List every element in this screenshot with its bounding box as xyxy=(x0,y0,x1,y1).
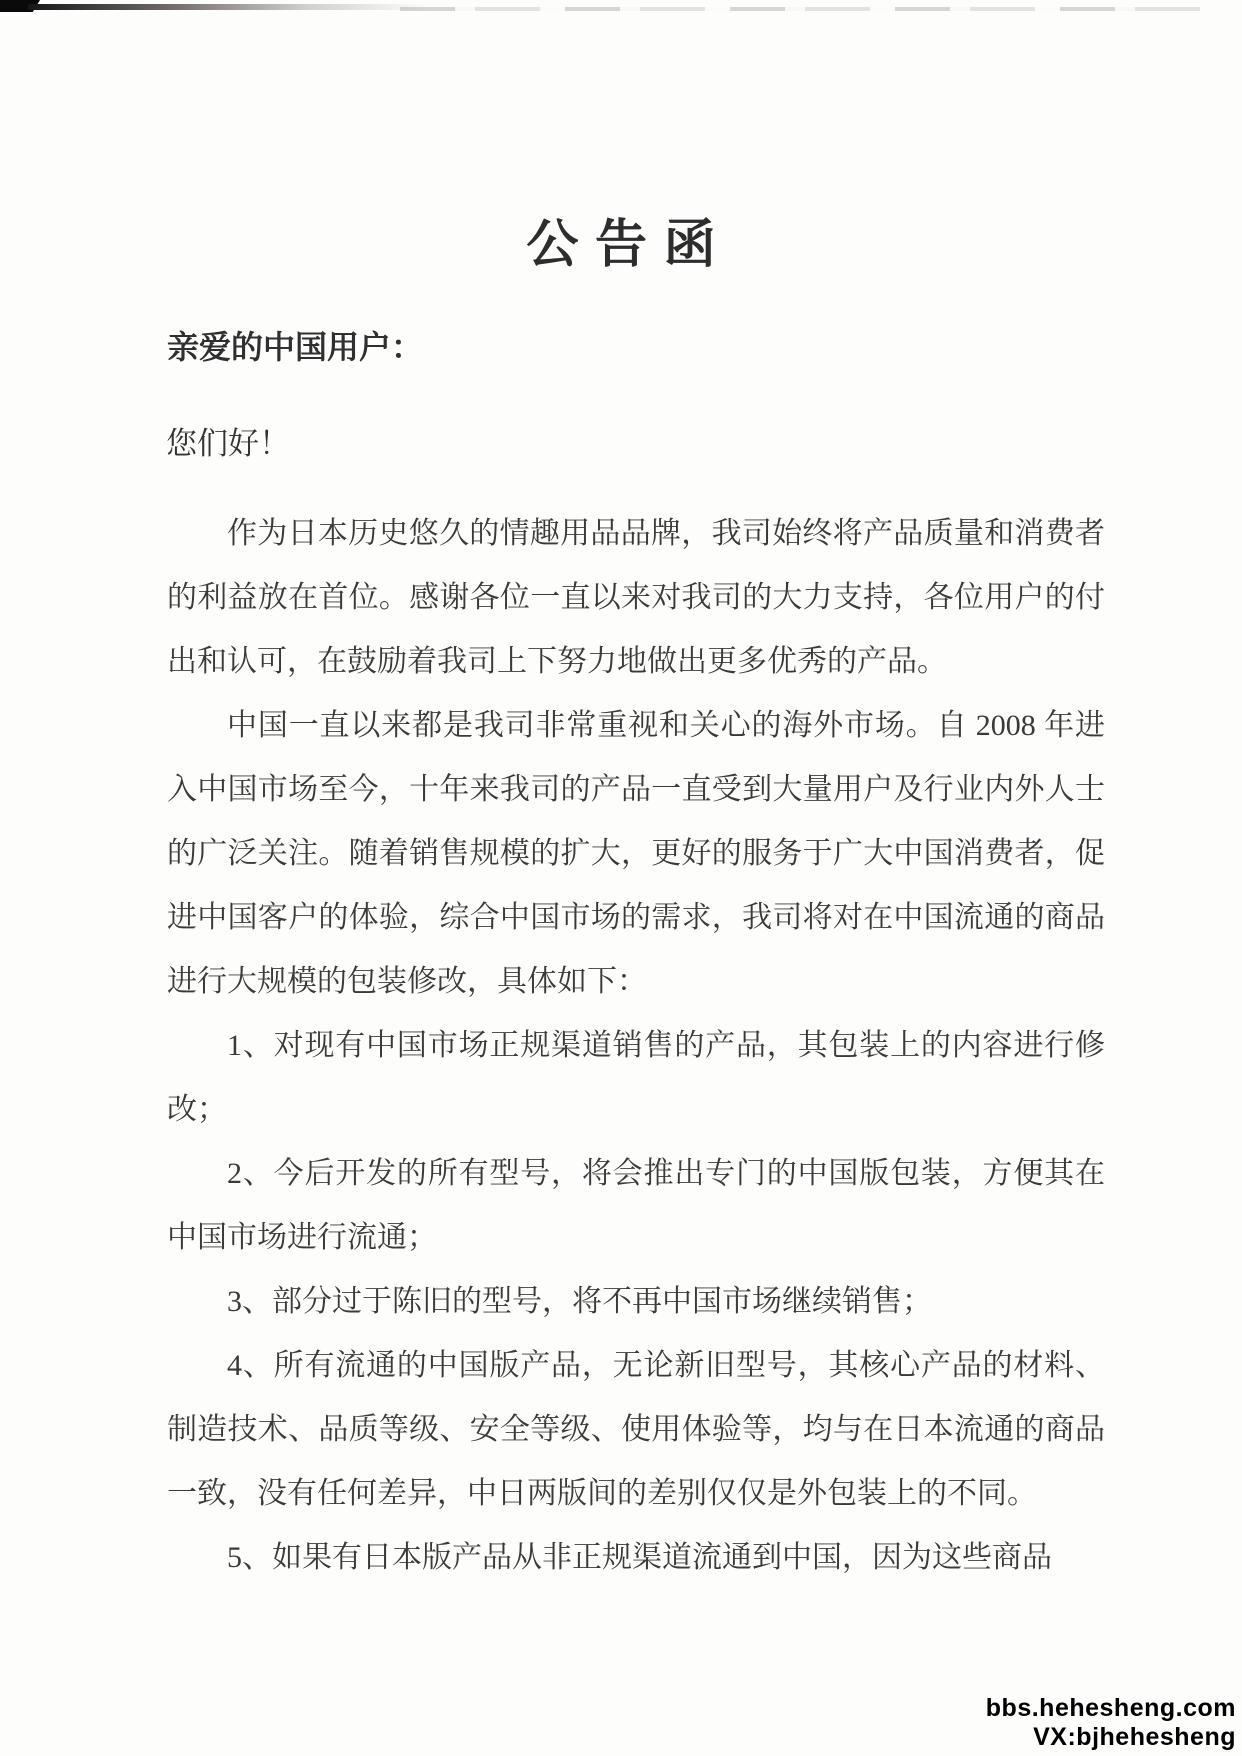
paragraph: 5、如果有日本版产品从非正规渠道流通到中国，因为这些商品 xyxy=(227,1541,1052,1574)
watermark-site-url: bbs.hehesheng.com xyxy=(985,1694,1236,1722)
scan-artifact-streak xyxy=(28,4,428,10)
paragraph: 3、部分过于陈旧的型号，将不再中国市场继续销售； xyxy=(227,1285,932,1318)
letter-body xyxy=(167,502,1105,1590)
paragraph: 1、对现有中国市场正规渠道销售的产品，其包装上的内容进行修改； xyxy=(167,1029,1105,1126)
paragraph: 中国一直以来都是我司非常重视和关心的海外市场。自 2008 年进入中国市场至今，十年来我司的产品一直受到大量用户及行业内外人士的广泛关注。随着销售规模的扩大，更好的服务于广大中国消费者，促进中国客户的体验，综合中国市场的需求，我司将对在中国流通的商品进行大规模的包装修改，具体如下： xyxy=(167,709,1105,998)
paragraph: 2、今后开发的所有型号，将会推出专门的中国版包装，方便其在中国市场进行流通； xyxy=(167,1157,1105,1254)
scan-artifact-dashes xyxy=(400,7,1200,11)
greeting: 您们好！ xyxy=(166,426,290,461)
paragraph: 4、所有流通的中国版产品，无论新旧型号，其核心产品的材料、制造技术、品质等级、安全等级、使用体验等，均与在日本流通的商品一致，没有任何差异，中日两版间的差别仅仅是外包装上的不同。 xyxy=(167,1349,1105,1510)
salutation: 亲爱的中国用户： xyxy=(167,329,424,365)
paragraph: 作为日本历史悠久的情趣用品品牌，我司始终将产品质量和消费者的利益放在首位。感谢各位一直以来对我司的大力支持，各位用户的付出和认可，在鼓励着我司上下努力地做出更多优秀的产品。 xyxy=(167,517,1105,678)
watermark xyxy=(986,1694,1236,1752)
document-title: 公告函 xyxy=(526,217,733,274)
watermark-wechat-id: VX:bjhehesheng xyxy=(1033,1723,1236,1751)
